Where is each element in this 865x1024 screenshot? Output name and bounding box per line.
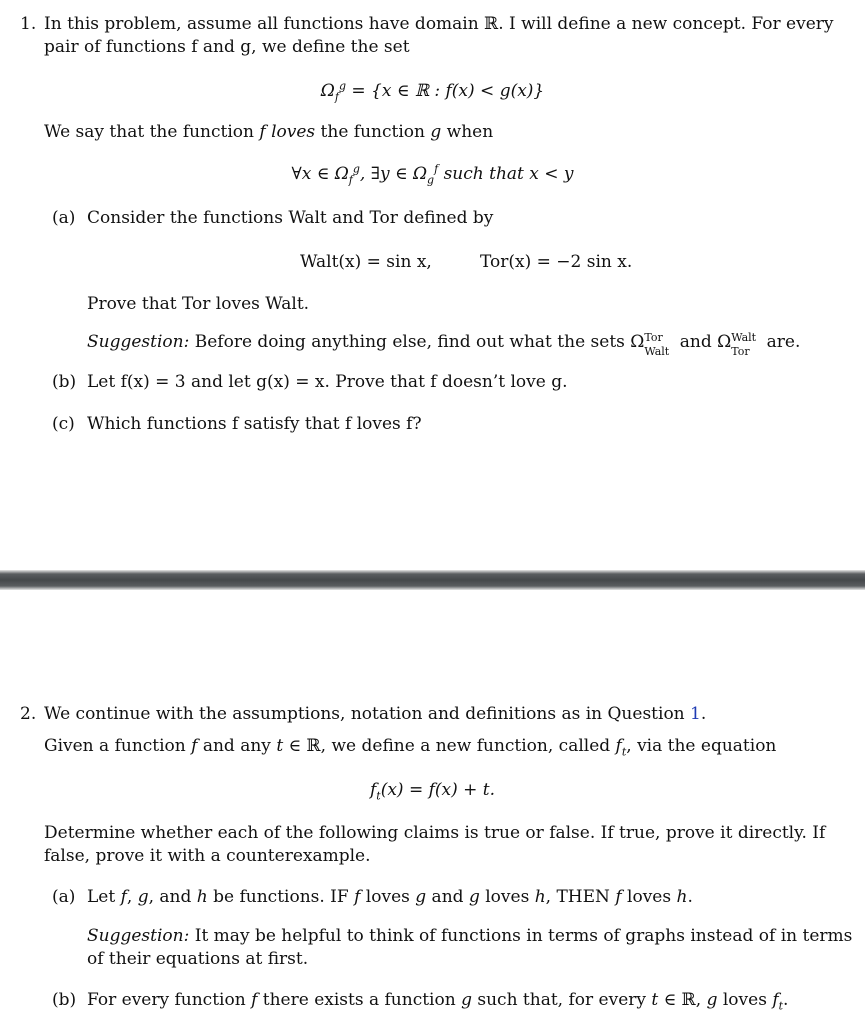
question-2-panel	[0, 590, 865, 1024]
q2-intro-line-2: Given a function f and any t ∈ ℝ, we define a new function, called $f_t$, via the equation	[44, 736, 777, 759]
q1-part-b-label: (b)	[52, 372, 77, 392]
q2-part-a-text: Let f, g, and h be functions. IF f loves g and g loves h, THEN f loves h.	[87, 887, 693, 907]
q1-intro-line-2: pair of functions f and g, we define the set	[44, 37, 410, 57]
q1-part-a-prove: Prove that Tor loves Walt.	[87, 294, 310, 314]
q1-set-definition: $\Omega_f^g = \{x$ ∈ ℝ : f(x) < g(x)}	[320, 79, 545, 104]
q2-part-a-suggestion-line-1: Suggestion: It may be helpful to think of functions in terms of graphs instead of in terms	[87, 926, 853, 946]
q1-walt-definition: Walt(x) = sin x,	[300, 252, 432, 272]
q1-part-b-text: Let f(x) = 3 and let g(x) = x. Prove that f doesn’t love g.	[87, 372, 568, 392]
question-1-reference-link[interactable]: 1	[690, 704, 701, 724]
question-2-number: 2.	[20, 704, 37, 724]
q2-intro-line-1: We continue with the assumptions, notation and definitions as in Question 1.	[44, 704, 707, 724]
omega-tor-walt: Tor Walt	[644, 331, 670, 358]
q1-part-c-text: Which functions f satisfy that f loves f?	[87, 414, 422, 434]
q2-part-b-text: For every function f there exists a function g such that, for every t ∈ ℝ, g loves $f_t$.	[87, 990, 789, 1013]
q1-intro-line-1: In this problem, assume all functions have domain ℝ. I will define a new concept. For every	[44, 14, 834, 34]
q2-part-b-label: (b)	[52, 990, 77, 1010]
q2-suggestion-label: Suggestion:	[87, 926, 190, 946]
question-1-number: 1.	[20, 14, 37, 34]
q1-part-a-label: (a)	[52, 208, 76, 228]
q1-tor-definition: Tor(x) = −2 sin x.	[480, 252, 633, 272]
suggestion-label: Suggestion:	[87, 332, 190, 352]
q1-part-a-text: Consider the functions Walt and Tor defined by	[87, 208, 494, 228]
q1-part-c-label: (c)	[52, 414, 75, 434]
q2-part-a-label: (a)	[52, 887, 76, 907]
page-divider	[0, 570, 865, 590]
q1-loves-definition: We say that the function f loves the function g when	[44, 122, 494, 142]
q2-determine-line-1: Determine whether each of the following claims is true or false. If true, prove it directly. If	[44, 823, 826, 843]
q2-part-a-suggestion-line-2: of their equations at first.	[87, 949, 309, 969]
suggestion-text: Before doing anything else, find out what the sets	[194, 332, 625, 352]
omega-walt-tor: Walt Tor	[731, 331, 757, 358]
q1-loves-condition: ∀x ∈ $\Omega_f^g$, ∃y ∈ $\Omega_g^f$ such that x < y	[291, 162, 574, 187]
q1-part-a-suggestion: Suggestion: Before doing anything else, find out what the sets Ω Tor Walt and Ω Walt Tor are.	[87, 331, 801, 358]
q2-determine-line-2: false, prove it with a counterexample.	[44, 846, 371, 866]
q2-ft-equation: $f_t(x) = f(x) + t$.	[369, 780, 496, 803]
